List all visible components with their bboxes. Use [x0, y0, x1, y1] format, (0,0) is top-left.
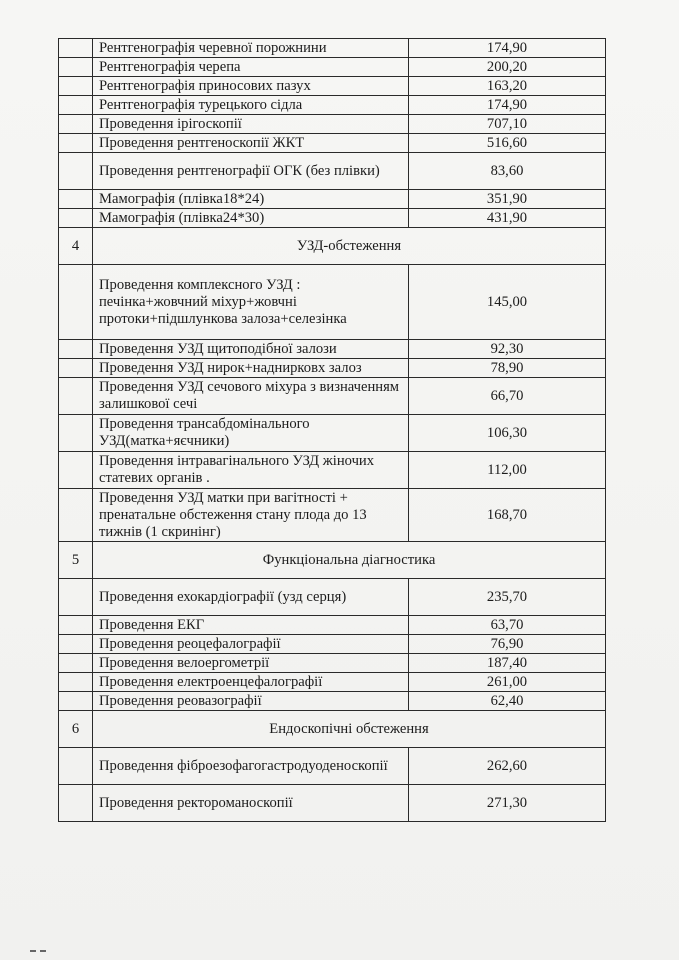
service-price: 262,60	[409, 748, 606, 785]
table-row	[59, 673, 606, 692]
table-row	[59, 635, 606, 654]
service-price: 66,70	[409, 378, 606, 415]
table-row	[59, 209, 606, 228]
service-price: 83,60	[409, 153, 606, 190]
section-title: Функціональна діагностика	[93, 542, 606, 579]
service-price: 168,70	[409, 489, 606, 542]
service-price: 63,70	[409, 616, 606, 635]
service-name: Рентгенографія приносових пазух	[93, 77, 409, 96]
service-price: 516,60	[409, 134, 606, 153]
service-price: 174,90	[409, 39, 606, 58]
service-name: Мамографія (плівка24*30)	[93, 209, 409, 228]
row-number	[59, 265, 93, 340]
row-number: 5	[59, 542, 93, 579]
table-row	[59, 785, 606, 822]
service-price: 235,70	[409, 579, 606, 616]
service-name: Проведення електроенцефалографії	[93, 673, 409, 692]
service-name: Рентгенографія черепа	[93, 58, 409, 77]
row-number: 4	[59, 228, 93, 265]
row-number	[59, 489, 93, 542]
row-number	[59, 748, 93, 785]
table-row	[59, 415, 606, 452]
row-number	[59, 692, 93, 711]
row-number: 6	[59, 711, 93, 748]
service-price: 112,00	[409, 452, 606, 489]
service-name: Проведення рентгеноскопії ЖКТ	[93, 134, 409, 153]
table-row	[59, 654, 606, 673]
service-name: Проведення велоергометрії	[93, 654, 409, 673]
service-name: Проведення УЗД щитоподібної залози	[93, 340, 409, 359]
service-price: 271,30	[409, 785, 606, 822]
table-row	[59, 692, 606, 711]
service-name: Проведення ЕКГ	[93, 616, 409, 635]
table-row	[59, 58, 606, 77]
table-row	[59, 748, 606, 785]
row-number	[59, 579, 93, 616]
row-number	[59, 58, 93, 77]
table-row	[59, 340, 606, 359]
row-number	[59, 785, 93, 822]
table-row	[59, 153, 606, 190]
service-name: Проведення інтравагінального УЗД жіночих статевих органів .	[93, 452, 409, 489]
service-price: 92,30	[409, 340, 606, 359]
table-row	[59, 489, 606, 542]
service-name: Проведення фіброезофагогастродуоденоскопії	[93, 748, 409, 785]
service-name: Проведення УЗД нирок+наднирковх залоз	[93, 359, 409, 378]
table-row	[59, 616, 606, 635]
table-row	[59, 579, 606, 616]
section-title: УЗД-обстеження	[93, 228, 606, 265]
service-price: 78,90	[409, 359, 606, 378]
service-price: 174,90	[409, 96, 606, 115]
row-number	[59, 340, 93, 359]
table-row	[59, 77, 606, 96]
service-price: 187,40	[409, 654, 606, 673]
row-number	[59, 96, 93, 115]
service-name: Рентгенографія турецького сідла	[93, 96, 409, 115]
service-name: Проведення ректороманоскопії	[93, 785, 409, 822]
service-name: Проведення ірігоскопії	[93, 115, 409, 134]
service-price: 431,90	[409, 209, 606, 228]
row-number	[59, 359, 93, 378]
service-price: 106,30	[409, 415, 606, 452]
table-row	[59, 265, 606, 340]
section-title: Ендоскопічні обстеження	[93, 711, 606, 748]
row-number	[59, 39, 93, 58]
row-number	[59, 654, 93, 673]
service-price: 76,90	[409, 635, 606, 654]
service-name: Проведення рентгенографії ОГК (без плівки)	[93, 153, 409, 190]
row-number	[59, 77, 93, 96]
section-row	[59, 542, 606, 579]
service-name: Проведення реовазографії	[93, 692, 409, 711]
table-row	[59, 359, 606, 378]
service-name: Проведення комплексного УЗД : печінка+жовчний міхур+жовчні протоки+підшлункова залоза+селезінка	[93, 265, 409, 340]
row-number	[59, 153, 93, 190]
table-row	[59, 190, 606, 209]
service-name: Проведення ехокардіографії (узд серця)	[93, 579, 409, 616]
service-price: 351,90	[409, 190, 606, 209]
service-name: Рентгенографія черевної порожнини	[93, 39, 409, 58]
table-row	[59, 134, 606, 153]
row-number	[59, 190, 93, 209]
table-row	[59, 39, 606, 58]
service-price: 145,00	[409, 265, 606, 340]
row-number	[59, 452, 93, 489]
service-price: 163,20	[409, 77, 606, 96]
section-row	[59, 711, 606, 748]
service-price: 200,20	[409, 58, 606, 77]
row-number	[59, 378, 93, 415]
scan-edge-marks	[0, 944, 679, 960]
service-price: 62,40	[409, 692, 606, 711]
row-number	[59, 115, 93, 134]
service-name: Проведення реоцефалографії	[93, 635, 409, 654]
section-row	[59, 228, 606, 265]
row-number	[59, 209, 93, 228]
row-number	[59, 415, 93, 452]
row-number	[59, 673, 93, 692]
service-name: Мамографія (плівка18*24)	[93, 190, 409, 209]
service-price: 707,10	[409, 115, 606, 134]
table-row	[59, 378, 606, 415]
price-table	[58, 38, 606, 822]
service-price: 261,00	[409, 673, 606, 692]
row-number	[59, 134, 93, 153]
table-row	[59, 96, 606, 115]
table-row	[59, 115, 606, 134]
row-number	[59, 616, 93, 635]
service-name: Проведення УЗД сечового міхура з визначенням залишкової сечі	[93, 378, 409, 415]
row-number	[59, 635, 93, 654]
table-row	[59, 452, 606, 489]
service-name: Проведення УЗД матки при вагітності + пренатальне обстеження стану плода до 13 тижнів (1 скринінг)	[93, 489, 409, 542]
service-name: Проведення трансабдомінального УЗД(матка+яєчники)	[93, 415, 409, 452]
